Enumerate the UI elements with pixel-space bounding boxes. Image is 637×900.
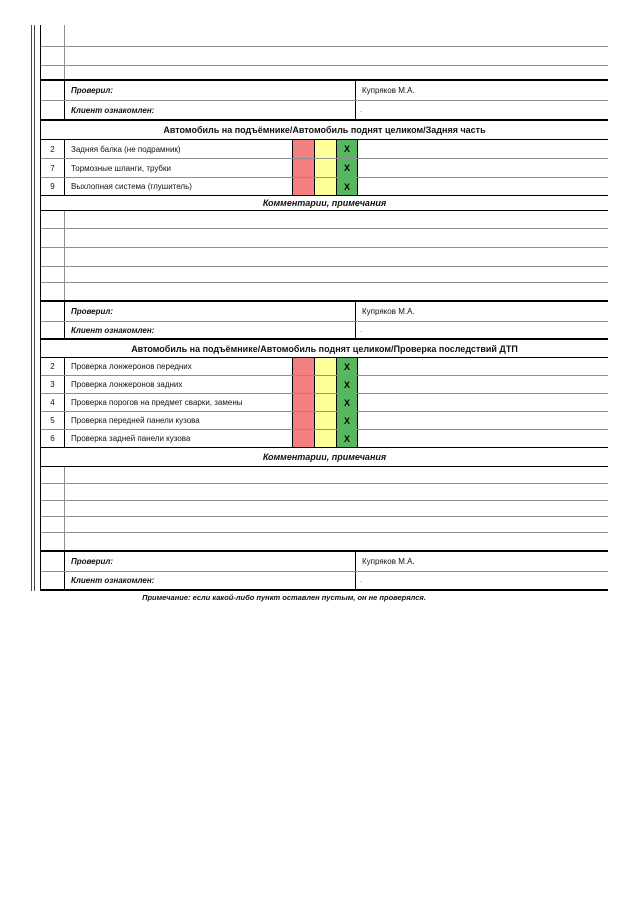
item-comment-cell (358, 412, 608, 429)
checked-by-label: Проверил: (71, 557, 114, 566)
comment-cell (65, 484, 608, 500)
comment-cell (65, 248, 608, 266)
empty-cell (65, 47, 608, 65)
row-number-cell (41, 322, 65, 338)
row-number-cell (41, 248, 65, 266)
status-cell-pass (336, 394, 358, 411)
item-label: Проверка передней панели кузова (71, 416, 200, 425)
status-cell-pass (336, 376, 358, 393)
status-cell-pass (336, 140, 358, 158)
item-comment-cell (358, 358, 608, 375)
comment-row (41, 467, 608, 484)
client-ack-row (41, 322, 608, 340)
item-label: Выхлопная система (глушитель) (71, 182, 192, 191)
status-cell-warn (314, 376, 336, 393)
status-cell-warn (314, 178, 336, 195)
status-cell-warn (314, 430, 336, 447)
status-cell-pass (336, 412, 358, 429)
item-number: 3 (41, 376, 65, 393)
table-row (41, 376, 608, 394)
comment-cell (65, 467, 608, 483)
footer-note: Примечание: если какой-либо пункт оставлен пустым, он не проверялся. (142, 593, 426, 602)
comment-row (41, 283, 608, 302)
comment-cell (65, 267, 608, 282)
status-cell-pass (336, 159, 358, 177)
row-number-cell (41, 211, 65, 228)
item-number: 2 (41, 140, 65, 158)
comment-cell (65, 501, 608, 516)
checked-by-label: Проверил: (71, 307, 114, 316)
check-mark: X (343, 361, 350, 372)
row-number-cell (41, 467, 65, 483)
section-title: Автомобиль на подъёмнике/Автомобиль поднят целиком/Проверка последствий ДТП (131, 343, 518, 354)
row-number-cell (41, 47, 65, 65)
checked-by-label: Проверил: (71, 86, 114, 95)
status-cell-warn (314, 412, 336, 429)
comment-row (41, 501, 608, 517)
checked-by-row (41, 81, 608, 101)
client-ack-label: Клиент ознакомлен: (71, 105, 155, 115)
comment-cell (65, 211, 608, 228)
comment-row (41, 517, 608, 533)
item-label: Проверка лонжеронов передних (71, 362, 192, 371)
row-number-cell (41, 533, 65, 550)
status-cell-fail (292, 358, 314, 375)
comments-header-row (41, 448, 608, 467)
row-number-cell (41, 267, 65, 282)
comment-cell (65, 229, 608, 247)
comments-title: Комментарии, примечания (262, 198, 387, 208)
client-signature-cell: . (355, 322, 608, 338)
item-comment-cell (358, 140, 608, 158)
comment-row (41, 211, 608, 229)
section-header-row (41, 340, 608, 358)
inspection-form-table (40, 25, 608, 591)
comment-row (41, 248, 608, 267)
table-row (41, 430, 608, 448)
item-label: Проверка лонжеронов задних (71, 380, 183, 389)
row-number-cell (41, 283, 65, 300)
row-number-cell (41, 501, 65, 516)
check-mark: X (343, 379, 350, 390)
client-ack-label: Клиент ознакомлен: (71, 576, 155, 585)
section-title: Автомобиль на подъёмнике/Автомобиль поднят целиком/Задняя часть (163, 125, 486, 135)
empty-cell (65, 25, 608, 46)
item-number: 6 (41, 430, 65, 447)
check-mark: X (343, 181, 350, 192)
client-signature-cell: . (355, 572, 608, 589)
row-number-cell (41, 81, 65, 100)
table-row (41, 394, 608, 412)
table-row (41, 178, 608, 196)
status-cell-fail (292, 430, 314, 447)
page-left-double-border-outer (31, 25, 32, 591)
check-mark: X (343, 397, 350, 408)
row-number-cell (41, 484, 65, 500)
status-cell-warn (314, 140, 336, 158)
item-comment-cell (358, 376, 608, 393)
item-number: 4 (41, 394, 65, 411)
status-cell-warn (314, 394, 336, 411)
empty-row (41, 47, 608, 66)
inspector-name: Купряков М.А. (355, 302, 608, 321)
item-label: Проверка задней панели кузова (71, 434, 191, 443)
row-number-cell (41, 66, 65, 79)
comment-row (41, 533, 608, 552)
empty-row (41, 25, 608, 47)
item-number: 2 (41, 358, 65, 375)
status-cell-fail (292, 178, 314, 195)
status-cell-warn (314, 358, 336, 375)
row-number-cell (41, 25, 65, 46)
client-signature-cell: . (355, 101, 608, 119)
item-number: 5 (41, 412, 65, 429)
comments-title: Комментарии, примечания (262, 452, 387, 462)
status-cell-pass (336, 358, 358, 375)
status-cell-fail (292, 412, 314, 429)
empty-cell (65, 66, 608, 79)
item-number: 9 (41, 178, 65, 195)
item-label: Проверка порогов на предмет сварки, замены (71, 398, 243, 407)
check-mark: X (343, 144, 350, 154)
row-number-cell (41, 302, 65, 321)
comment-cell (65, 517, 608, 532)
comment-cell (65, 533, 608, 550)
row-number-cell (41, 572, 65, 589)
comment-cell (65, 283, 608, 300)
client-ack-row (41, 101, 608, 121)
empty-row (41, 66, 608, 81)
page-left-double-border-inner (34, 25, 35, 591)
table-row (41, 412, 608, 430)
table-row (41, 358, 608, 376)
comment-row (41, 267, 608, 283)
check-mark: X (343, 433, 350, 444)
status-cell-fail (292, 394, 314, 411)
status-cell-fail (292, 376, 314, 393)
item-comment-cell (358, 394, 608, 411)
section-header-row (41, 121, 608, 140)
checked-by-row (41, 552, 608, 572)
comment-row (41, 229, 608, 248)
check-mark: X (343, 415, 350, 426)
client-ack-label: Клиент ознакомлен: (71, 325, 155, 335)
checked-by-row (41, 302, 608, 322)
table-row (41, 140, 608, 159)
row-number-cell (41, 229, 65, 247)
status-cell-fail (292, 159, 314, 177)
client-ack-row (41, 572, 608, 591)
inspector-name: Купряков М.А. (355, 552, 608, 571)
item-comment-cell (358, 178, 608, 195)
check-mark: X (343, 163, 350, 173)
item-comment-cell (358, 159, 608, 177)
status-cell-pass (336, 430, 358, 447)
row-number-cell (41, 552, 65, 571)
row-number-cell (41, 101, 65, 119)
status-cell-warn (314, 159, 336, 177)
item-label: Тормозные шланги, трубки (71, 163, 171, 173)
comments-header-row (41, 196, 608, 211)
row-number-cell (41, 517, 65, 532)
item-comment-cell (358, 430, 608, 447)
table-row (41, 159, 608, 178)
item-label: Задняя балка (не подрамник) (71, 144, 181, 154)
comment-row (41, 484, 608, 501)
status-cell-pass (336, 178, 358, 195)
item-number: 7 (41, 159, 65, 177)
inspector-name: Купряков М.А. (355, 81, 608, 100)
status-cell-fail (292, 140, 314, 158)
